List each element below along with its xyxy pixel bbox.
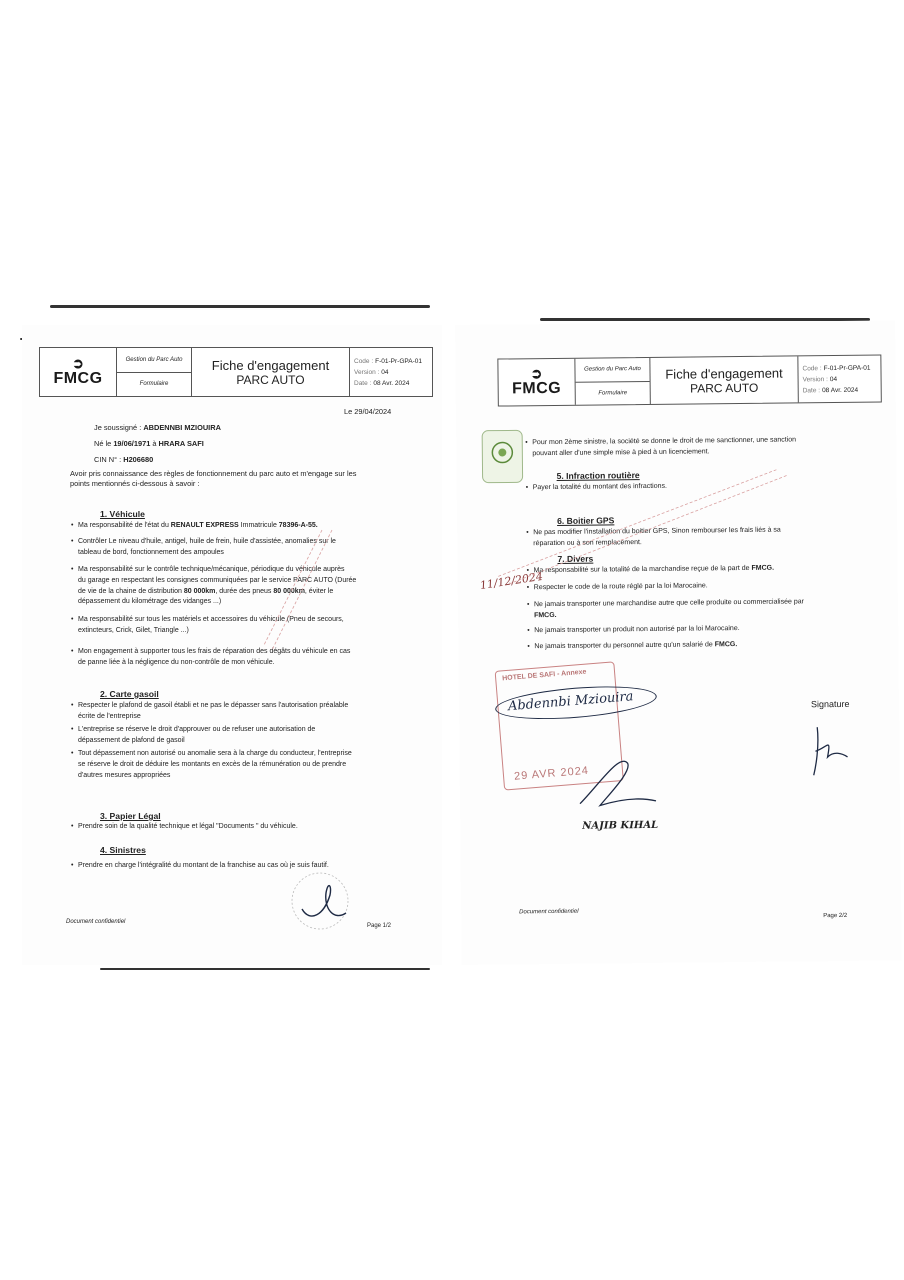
header-meta <box>117 348 192 396</box>
birth-line <box>94 439 204 449</box>
v3-km2: 80 000km <box>273 587 305 595</box>
s2-line1: Pour mon 2ème sinistre, la société se donne le droit de me sanctionner, une sanction <box>532 436 797 447</box>
code-label: Code : <box>354 357 374 365</box>
v5-line2: de panne liée à la négligence du non-contrôle de mon véhicule. <box>78 658 275 666</box>
brand-name: FMCG <box>53 370 103 387</box>
v2-line1: Contrôler Le niveau d'huile, antigel, huile de frein, huile d'assistée, anomalies sur le <box>78 538 336 545</box>
officer-signature <box>569 743 660 814</box>
fmcg-logo <box>40 348 117 396</box>
vehicle-model: RENAULT EXPRESS <box>170 522 239 529</box>
footer-confidential: Document confidentiel <box>519 908 579 916</box>
header-codes <box>350 348 432 396</box>
soussigne-label: Je soussigné : <box>94 423 144 432</box>
title-line1: Fiche d'engagement <box>665 365 783 382</box>
d3-line1: Ne jamais transporter une marchandise autre que celle produite ou commercialisée par <box>533 598 804 609</box>
v3-line4: dépassement du kilométrage des vidanges ...) <box>78 598 222 606</box>
g1-line1: Ne pas modifier l'installation du boitier GPS, Sinon rembourser les frais liés à sa <box>533 526 781 537</box>
section-infraction-title: 5. Infraction routière <box>556 470 640 481</box>
birth-prefix: Né le <box>94 439 114 448</box>
stamp-date: 29 AVR 2024 <box>513 764 590 783</box>
date-value: 08 Avr. 2024 <box>373 379 410 387</box>
section-carte-gasoil-title: 2. Carte gasoil <box>100 689 159 699</box>
soussigne-line <box>94 423 221 433</box>
list-item: • Prendre en charge l'intégralité du montant de la franchise au cas où je suis fautif. <box>78 861 329 872</box>
header-title <box>650 356 798 404</box>
faint-stamp-mark <box>497 469 798 592</box>
header-gestion: Gestion du Parc Auto <box>117 348 191 373</box>
code-value: F-01-Pr-GPA-01 <box>823 364 871 372</box>
c1-line2: écrite de l'entreprise <box>78 712 141 720</box>
section-carte-gasoil <box>100 689 159 699</box>
section-sinistres-title: 4. Sinistres <box>100 845 146 855</box>
handwritten-date: 11/12/2024 <box>479 569 544 593</box>
document-header <box>39 347 433 397</box>
section-vehicule-title: 1. Véhicule <box>100 509 145 519</box>
document-page-1 <box>22 325 442 965</box>
handwritten-signature <box>280 865 360 935</box>
v5-line1: Mon engagement à supporter tous les frais de réparation des dégâts du véhicule en cas <box>78 648 351 655</box>
employee-signature <box>807 717 852 781</box>
list-item <box>78 701 348 723</box>
s2-line2: pouvant aller d'une simple mise à pied à un licenciement. <box>532 448 710 457</box>
v1-a: Ma responsabilité de l'état du <box>78 522 171 529</box>
v3-line1: Ma responsabilité sur le contrôle technique/mécanique, périodique du véhicule auprès <box>78 566 345 573</box>
title-line2: PARC AUTO <box>689 380 759 396</box>
section-vehicule <box>100 509 145 519</box>
c1-line1: Respecter le plafond de gasoil établi et ne pas le dépasser sans l'autorisation préalable <box>78 702 349 709</box>
intro-line2: points mentionnés ci-dessous à savoir : <box>70 479 200 488</box>
list-item <box>534 597 804 621</box>
d1-b: FMCG. <box>751 564 775 572</box>
c3-line3: d'autres mesures appropriées <box>78 771 171 779</box>
v4-line1: Ma responsabilité sur tous les matériels et accessoires du véhicule (Pneu de secours, <box>78 616 344 623</box>
list-item <box>534 640 737 653</box>
list-item: • Prendre soin de la qualité technique et légal "Documents " du véhicule. <box>78 822 298 833</box>
document-header <box>497 355 881 407</box>
title-line2: PARC AUTO <box>236 372 305 387</box>
header-formulaire: Formulaire <box>598 389 628 397</box>
page-number: Page 2/2 <box>823 912 848 920</box>
header-meta <box>575 358 650 405</box>
intro-line1: Avoir pris connaissance des règles de fonctionnement du parc auto et m'engage sur les <box>70 469 357 478</box>
list-item: • Payer la totalité du montant des infractions. <box>533 482 667 494</box>
birth-place: HRARA SAFI <box>158 439 204 448</box>
v1-c: Immatricule <box>238 522 279 529</box>
g1-line2: réparation ou à son remplacement. <box>533 538 642 547</box>
list-item: • Ne jamais transporter un produit non autorisé par la loi Marocaine. <box>534 624 740 637</box>
list-item <box>78 749 352 781</box>
section-gps-title: 6. Boitier GPS <box>557 515 615 526</box>
section-papier-legal-title: 3. Papier Légal <box>100 811 161 821</box>
c2-line1: L'entreprise se réserve le droit d'approuver ou de refuser une autorisation de <box>78 726 316 733</box>
officer-name: NAJIB KIHAL <box>582 819 659 832</box>
c3-line1: Tout dépassement non autorisé ou anomalie sera à la charge du conducteur, l'entreprise <box>78 750 352 757</box>
v3-line3a: de vie de la chaine de distribution <box>78 587 184 595</box>
birth-date: 19/06/1971 <box>113 439 151 448</box>
cin-value: H206680 <box>123 455 154 464</box>
title-line1: Fiche d'engagement <box>211 357 330 373</box>
version-value: 04 <box>829 375 838 383</box>
page-number: Page 1/2 <box>367 923 392 929</box>
v3-km1: 80 000km <box>183 587 216 595</box>
header-gestion: Gestion du Parc Auto <box>575 358 649 382</box>
section-papier-legal <box>100 811 161 821</box>
v3-line3e: , éviter le <box>304 587 334 595</box>
scan-edge-line <box>100 968 430 970</box>
section-sinistres <box>100 845 146 855</box>
fmcg-logo-icon: ➲ <box>72 355 84 371</box>
cin-label: CIN N° : <box>94 455 124 464</box>
signature-label: Signature <box>810 698 850 710</box>
c2-line2: dépassement de plafond de gasoil <box>78 736 185 744</box>
footer-confidential: Document confidentiel <box>66 919 126 925</box>
header-codes <box>798 356 880 403</box>
v2-line2: tableau de bord, fonctionnement des ampoules <box>78 548 224 556</box>
date-label: Date : <box>354 379 372 387</box>
list-item <box>78 725 315 747</box>
d5-b: FMCG. <box>714 641 738 649</box>
brand-name: FMCG <box>512 379 562 398</box>
birth-a: à <box>150 439 159 448</box>
document-page-2 <box>455 320 902 965</box>
d3-line2: FMCG. <box>534 611 557 619</box>
code-value: F-01-Pr-GPA-01 <box>375 357 422 365</box>
header-title <box>192 348 350 396</box>
fmcg-logo <box>498 359 575 406</box>
vehicle-plate: 78396-A-55. <box>278 522 318 529</box>
section-divers-title: 7. Divers <box>557 553 594 564</box>
handwritten-name-text: Abdennbi Mziouira <box>507 689 634 715</box>
v4-line2: extincteurs, Crick, Gilet, Triangle ...) <box>78 626 189 634</box>
date-value: 08 Avr. 2024 <box>822 386 859 394</box>
list-item: • Respecter le code de la route réglé par la loi Marocaine. <box>534 581 708 594</box>
soussigne-name: ABDENNBI MZIOUIRA <box>143 423 221 432</box>
faint-stamp-mark <box>262 525 342 655</box>
d1-a: Ma responsabilité sur la totalité de la marchandise reçue de la part de <box>533 564 752 575</box>
cin-line <box>94 455 153 465</box>
list-item <box>532 435 796 459</box>
c3-line2: se réserve le droit de déduire les montants en excès de la rémunération ou de prendre <box>78 760 347 768</box>
letter-date: Le 29/04/2024 <box>344 407 392 416</box>
v3-line2: du garage en respectant les consignes communiquées par le service PARC AUTO (Durée <box>78 576 357 584</box>
stamp-line1: HOTEL DE SAFI - Annexe <box>501 668 587 683</box>
scan-edge-line <box>50 305 430 308</box>
d5-a: Ne jamais transporter du personnel autre qu'un salarié de <box>534 641 715 651</box>
header-formulaire: Formulaire <box>139 381 169 388</box>
version-label: Version : <box>354 368 380 376</box>
v3-line3c: , durée des pneus <box>215 587 274 595</box>
date-label: Date : <box>802 386 821 394</box>
version-value: 04 <box>381 368 389 376</box>
fmcg-logo-icon: ➲ <box>530 365 543 382</box>
version-label: Version : <box>802 375 828 383</box>
code-label: Code : <box>802 364 822 372</box>
